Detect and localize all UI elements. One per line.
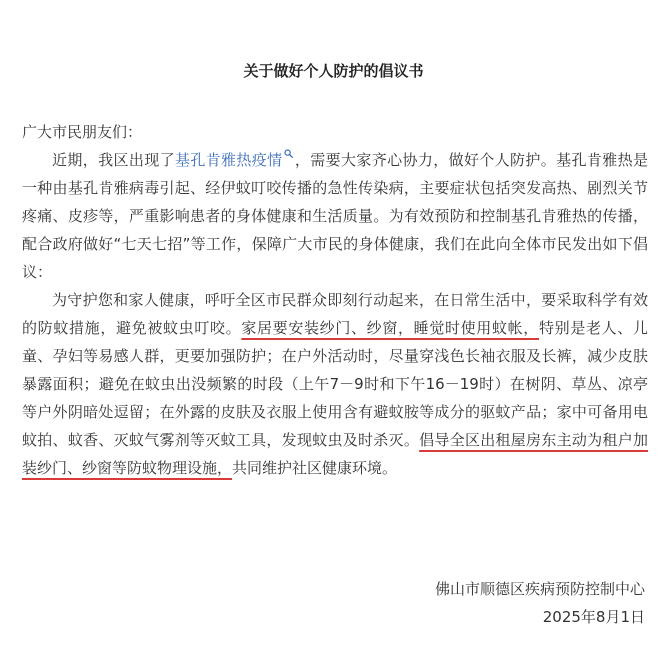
signature-organization: 佛山市顺德区疾病预防控制中心 xyxy=(434,580,645,598)
document-body xyxy=(22,118,648,482)
highlight-screens-nets: 家居要安装纱门、纱窗，睡觉时使用蚊帐， xyxy=(241,319,539,337)
document-title: 关于做好个人防护的倡议书 xyxy=(243,62,424,80)
advice-text-part1: 为守护您和家人健康，呼吁全区市民群众即刻行动起来，在日常生活中，要采取科学有效的防蚊措施，避免被蚊虫叮咬。 xyxy=(22,291,648,337)
advice-text-part2: 特别是老人、儿童、孕妇等易感人群，更要加强防护；在户外活动时，尽量穿浅色长袖衣服及长裤，减少皮肤暴露面积；避免在蚊虫出没频繁的时段（上午7－9时和下午16－19时）在树阴、草丛、凉亭等户外阴暗处逗留；在外露的皮肤及衣服上使用含有避蚊胺等成分的驱蚊产品；家中可备用电蚊拍、蚊香、灭蚊气雾剂等灭蚊工具，发现蚊虫及时杀灭。 xyxy=(22,319,648,449)
signature-block xyxy=(435,575,645,631)
salutation: 广大市民朋友们： xyxy=(22,123,143,141)
highlight-landlord-initiative: 倡导全区出租屋房东主动为租户加装纱门、纱窗等防蚊物理设施， xyxy=(22,431,648,477)
advice-text-part3: 共同维护社区健康环境。 xyxy=(232,459,398,477)
intro-text-after-link: ，需要大家齐心协力，做好个人防护。基孔肯雅热是一种由基孔肯雅病毒引起、经伊蚊叮咬传播的急性传染病，主要症状包括突发高热、剧烈关节疼痛、皮疹等，严重影响患者的身体健康和生活质量。为有效预防和控制基孔肯雅热的传播，配合政府做好“七天七招”等工作，保障广大市民的身体健康，我们在此向全体市民发出如下倡议： xyxy=(22,151,648,281)
intro-text-before-link: 近期，我区出现了 xyxy=(52,151,175,169)
search-icon[interactable] xyxy=(284,149,293,158)
signature-date: 2025年8月1日 xyxy=(542,608,645,626)
paragraph-intro xyxy=(22,146,648,286)
paragraph-advice xyxy=(22,286,648,482)
epidemic-search-link[interactable]: 基孔肯雅热疫情 xyxy=(174,151,283,169)
